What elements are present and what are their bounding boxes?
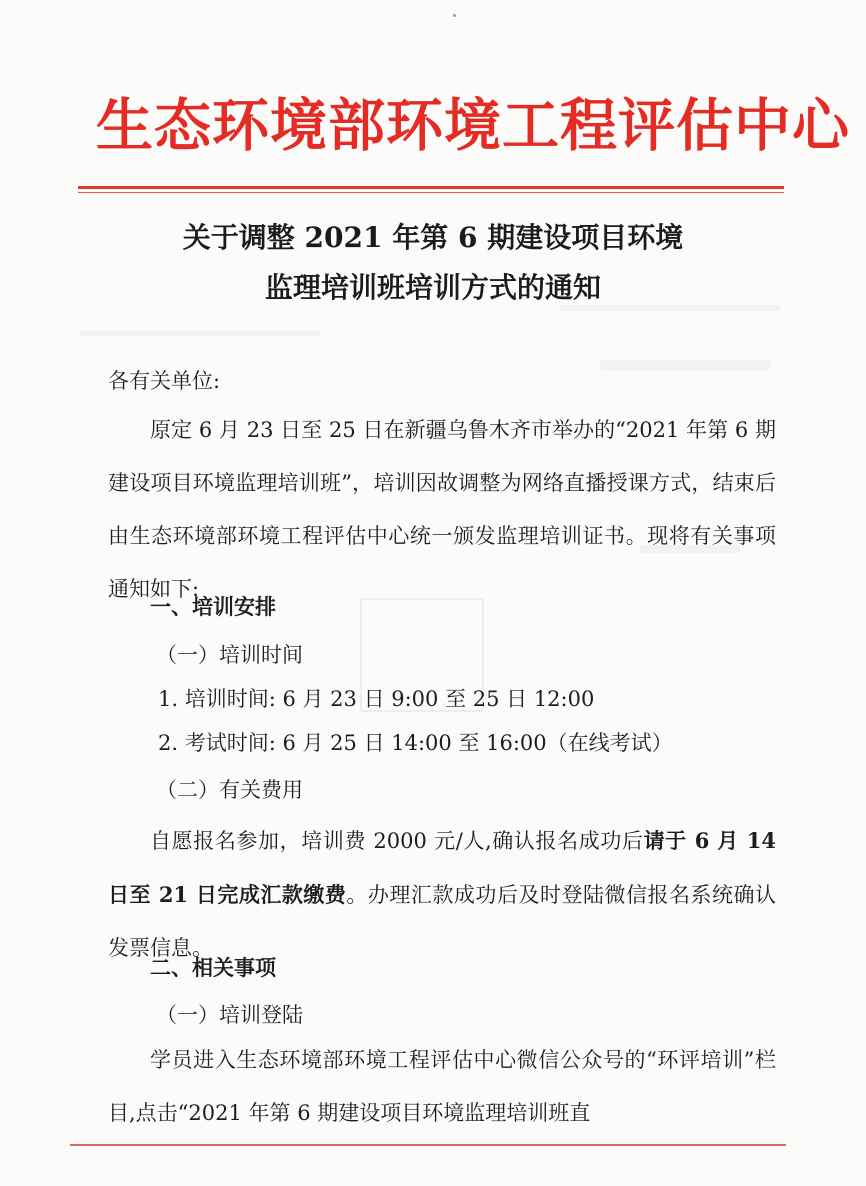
subheading-training-time: （一）培训时间 (156, 643, 303, 667)
item-exam-time: 2. 考试时间: 6 月 25 日 14:00 至 16:00（在线考试） (158, 731, 673, 755)
letterhead-red-rule (78, 186, 784, 189)
footer-rule (70, 1144, 786, 1146)
letterhead-organization: 生态环境部环境工程评估中心 (96, 92, 850, 159)
subheading-fees: （二）有关费用 (156, 778, 303, 802)
intro-paragraph: 原定 6 月 23 日至 25 日在新疆乌鲁木齐市举办的“2021 年第 6 期建设项目环境监理培训班”，培训因故调整为网络直播授课方式，结束后由生态环境部环境工程评估中心统一颁发监理培训证书。现将有关事项通知如下: (108, 418, 776, 601)
item-training-time: 1. 培训时间: 6 月 23 日 9:00 至 25 日 12:00 (158, 687, 595, 711)
section-heading-related-matters: 二、相关事项 (150, 956, 276, 980)
letterhead-red-rule-thin (78, 192, 784, 193)
fee-text-part1: 自愿报名参加，培训费 2000 元/人,确认报名成功后 (150, 829, 644, 853)
subheading-training-login: （一）培训登陆 (156, 1003, 303, 1027)
login-paragraph: 学员进入生态环境部环境工程评估中心微信公众号的“环评培训”栏目,点击“2021 年第 6 期建设项目环境监理培训班直 (108, 1048, 776, 1125)
notice-title-line-2: 监理培训班培训方式的通知 (264, 271, 601, 304)
fee-text-part2: 。办理汇款成功后及时登陆微信报名系统确认发票信息。 (108, 883, 776, 960)
salutation: 各有关单位: (108, 369, 221, 393)
fee-paragraph (108, 814, 776, 975)
bleed-through-mark (80, 330, 320, 336)
bleed-through-mark (600, 360, 770, 370)
scan-speck (453, 14, 456, 17)
section-heading-arrangement: 一、培训安排 (150, 595, 276, 619)
fee-deadline-bold: 请于 6 月 14 日至 21 日完成汇款缴费 (108, 828, 776, 907)
notice-title-line-1: 关于调整 2021 年第 6 期建设项目环境 (182, 221, 684, 254)
